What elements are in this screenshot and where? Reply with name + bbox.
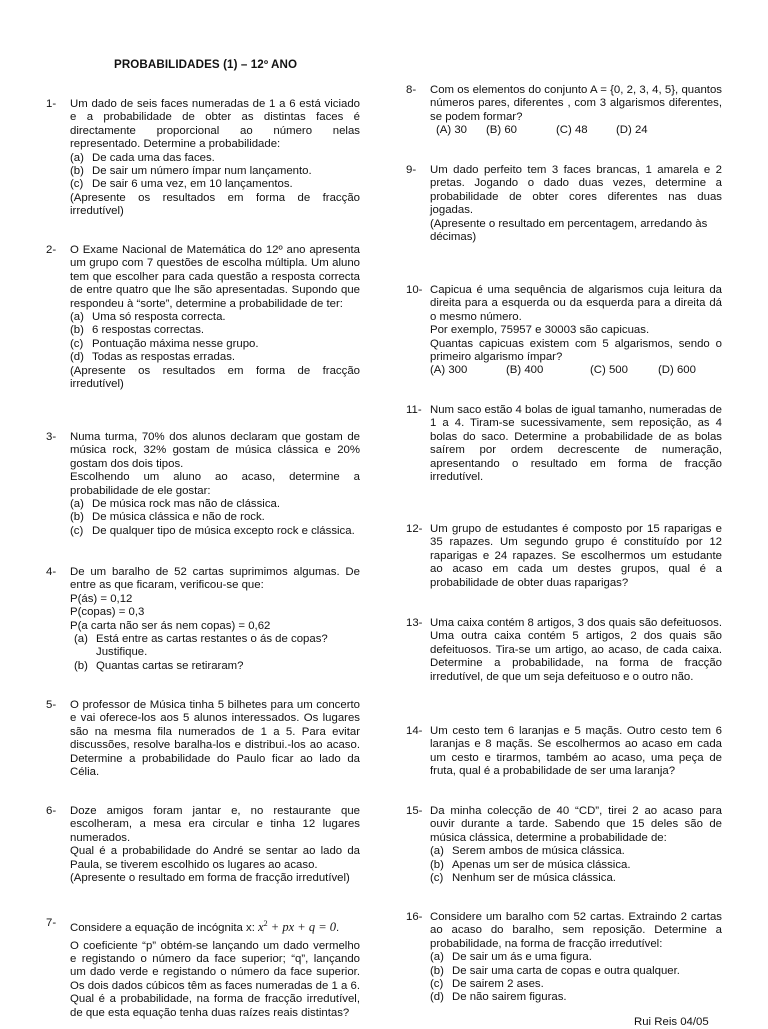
question-intro: Considere a equação de incógnita x: $x^2$ + px + q = 0. <box>70 919 340 935</box>
question-number: 8- <box>406 84 417 96</box>
question-text: Doze amigos foram jantar e, no restaurante que escolheram, a mesa era circular e tinha 12 lugares numerados. <box>70 805 360 844</box>
item-c: (c) De qualquer tipo de música excepto rock e clássica. <box>70 524 355 537</box>
question-text: De um baralho de 52 cartas suprimimos algumas. De entre as que ficaram, verificou-se que: <box>70 566 360 592</box>
question-16 <box>406 911 722 1005</box>
question-number: 7- <box>46 917 57 929</box>
answer-note: (Apresente os resultados em forma de fracção irredutível) <box>70 364 360 391</box>
item-b: (b) De música clássica e não de rock. <box>70 511 265 524</box>
item-b: (b) De sair uma carta de copas e outra qualquer. <box>430 964 680 977</box>
item-a: (a) De cada uma das faces. <box>70 151 215 164</box>
option-b[interactable]: (B) 400 <box>506 364 544 377</box>
question-text: Com os elementos do conjunto A = {0, 2, 3, 4, 5}, quantos números pares, diferentes , com 3 algarismos diferentes, se podem formar? <box>430 84 722 123</box>
item-d: (d) De não sairem figuras. <box>430 991 567 1004</box>
question-text: Um dado de seis faces numeradas de 1 a 6 está viciado e a probabilidade de obter as distintas faces é directamente proporcional ao número nelas representado. Determine a probabilidade: <box>70 98 360 151</box>
probability-line: P(copas) = 0,3 <box>70 606 145 619</box>
item-c: (c) Pontuação máxima nesse grupo. <box>70 337 259 350</box>
answer-note: (Apresente os resultados em forma de fracção irredutível) <box>70 191 360 218</box>
question-number: 14- <box>406 725 423 737</box>
question-example: Por exemplo, 75957 e 30003 são capicuas. <box>430 324 650 337</box>
question-7 <box>46 917 360 1020</box>
question-text: Num saco estão 4 bolas de igual tamanho, numeradas de 1 a 4. Tiram-se sucessivamente, sem reposição, as 4 bolas do saco. Determine a probabilidade de as bolas saírem por ordem decrescente de numeração, apresentando o resultado em forma de fracção irredutível. <box>430 404 722 484</box>
item-b: (b) 6 respostas correctas. <box>70 324 205 337</box>
question-number: 9- <box>406 164 417 176</box>
footer-author: Rui Reis 04/05 <box>634 1016 709 1028</box>
item-a: (a) De música rock mas não de clássica. <box>70 498 281 511</box>
option-d[interactable]: (D) 600 <box>658 364 696 377</box>
answer-options <box>436 124 722 137</box>
page-title: PROBABILIDADES (1) – 12º ANO <box>114 58 298 71</box>
question-1 <box>46 98 360 219</box>
item-b: (b) Apenas um ser de música clássica. <box>430 858 631 871</box>
question-text: Um dado perfeito tem 3 faces brancas, 1 amarela e 2 pretas. Jogando o dado duas vezes, determine a probabilidade de obter cores diferentes nas duas jogadas. <box>430 164 722 217</box>
question-2 <box>46 244 360 391</box>
item-a: (a) Serem ambos de música clássica. <box>430 845 625 858</box>
option-d[interactable]: (D) 24 <box>616 124 648 137</box>
question-text-2: Escolhendo um aluno ao acaso, determine a probabilidade de ele gostar: <box>70 471 360 497</box>
item-a: (a) Está entre as cartas restantes o ás de copas? Justifique. <box>74 633 328 659</box>
probability-line: P(ás) = 0,12 <box>70 592 133 605</box>
question-12 <box>406 523 722 590</box>
question-text: Da minha colecção de 40 “CD”, tirei 2 ao acaso para ouvir durante a tarde. Sabendo que 15 deles são de música clássica, determine a probabilidade de: <box>430 805 722 844</box>
item-b: (b) Quantas cartas se retiraram? <box>74 659 244 672</box>
question-4 <box>46 566 360 673</box>
question-5 <box>46 699 360 779</box>
question-number: 2- <box>46 244 57 256</box>
question-number: 15- <box>406 805 423 817</box>
question-text: Um cesto tem 6 laranjas e 5 maçãs. Outro cesto tem 6 laranjas e 8 maçãs. Se escolhermos ao acaso em cada um cesto e tirarmos, também ao acaso, uma peça de fruta, qual é a probabilidade de ser uma laranja? <box>430 725 722 778</box>
question-text: Numa turma, 70% dos alunos declaram que gostam de música rock, 32% gostam de música clássica e 20% gostam dos dois tipos. <box>70 431 360 470</box>
question-number: 5- <box>46 699 57 711</box>
question-3 <box>46 431 360 538</box>
question-text-2: Qual é a probabilidade do André se sentar ao lado da Paula, se tiverem escolhido os lugares ao acaso. <box>70 845 360 871</box>
item-c: (c) De sair 6 uma vez, em 10 lançamentos. <box>70 178 293 191</box>
question-number: 3- <box>46 431 57 443</box>
equation: $x^2$ + px + q = 0 <box>258 919 337 935</box>
answer-note: (Apresente o resultado em percentagem, arredando às décimas) <box>430 217 708 244</box>
question-10 <box>406 284 722 378</box>
option-a[interactable]: (A) 300 <box>430 364 468 377</box>
question-13 <box>406 617 722 684</box>
question-number: 13- <box>406 617 423 629</box>
question-9 <box>406 164 722 244</box>
question-text: Capicua é uma sequência de algarismos cuja leitura da direita para a esquerda ou da esquerda para a direita dá o mesmo número. <box>430 284 722 323</box>
question-number: 1- <box>46 98 57 110</box>
question-11 <box>406 404 722 484</box>
question-text: O professor de Música tinha 5 bilhetes para um concerto e vai oferece-los aos 5 alunos interessados. Os lugares são na mesma fila numerados de 1 a 5. Para evitar discussões, resolve baralha-los e distribui.-los ao acaso. Determine a probabilidade do Paulo ficar ao lado da Célia. <box>70 699 360 779</box>
option-a[interactable]: (A) 30 <box>436 124 468 137</box>
question-number: 12- <box>406 523 423 535</box>
option-c[interactable]: (C) 48 <box>556 124 588 137</box>
question-14 <box>406 725 722 779</box>
question-text: Considere um baralho com 52 cartas. Extraindo 2 cartas ao acaso do baralho, sem reposição. Determine a probabilidade, na forma de fracção irredutível: <box>430 911 722 950</box>
option-b[interactable]: (B) 60 <box>486 124 518 137</box>
question-text: O coeficiente “p” obtém-se lançando um dado vermelho e registando o número da face superior; “q”, lançando um dado verde e registando o número da face superior. Os dois dados cúbicos têm as faces numeradas de 1 a 6. Qual é a probabilidade, na forma de fracção irredutível, de que esta equação tenha duas raízes reais distintas? <box>70 939 360 1019</box>
question-8 <box>406 84 722 138</box>
question-number: 4- <box>46 566 57 578</box>
question-text: Um grupo de estudantes é composto por 15 raparigas e 35 rapazes. Um segundo grupo é constituído por 12 raparigas e 24 rapazes. Se escolhermos um estudante ao acaso em cada um destes grupos, qual é a probabilidade de obter duas raparigas? <box>430 523 722 589</box>
question-number: 16- <box>406 911 423 923</box>
item-c: (c) Nenhum ser de música clássica. <box>430 872 616 885</box>
question-number: 10- <box>406 284 423 296</box>
question-text-2: Quantas capicuas existem com 5 algarismos, sendo o primeiro algarismo ímpar? <box>430 337 722 364</box>
option-c[interactable]: (C) 500 <box>590 364 628 377</box>
item-a: (a) De sair um ás e uma figura. <box>430 951 592 964</box>
item-d: (d) Todas as respostas erradas. <box>70 351 236 364</box>
item-a: (a) Uma só resposta correcta. <box>70 311 226 324</box>
item-b: (b) De sair um número ímpar num lançamento. <box>70 165 312 178</box>
question-number: 6- <box>46 805 57 817</box>
question-text: O Exame Nacional de Matemática do 12º ano apresenta um grupo com 7 questões de escolha múltipla. Um aluno tem que escolher para cada questão a resposta correcta de entre quatro que lhe são apresentadas. Supondo que respondeu à “sorte”, determine a probabilidade de ter: <box>70 244 360 310</box>
item-c: (c) De sairem 2 ases. <box>430 978 544 991</box>
probability-line: P(a carta não ser ás nem copas) = 0,62 <box>70 619 271 632</box>
question-number: 11- <box>406 404 422 416</box>
question-6 <box>46 805 360 885</box>
answer-note: (Apresente o resultado em forma de fracção irredutível) <box>70 872 350 885</box>
question-text: Uma caixa contém 8 artigos, 3 dos quais são defeituosos. Uma outra caixa contém 5 artigos, 2 dos quais são defeituosos. Tira-se um artigo, ao acaso, de cada caixa. Determine a probabilidade, na forma de fracção irredutível, de que um seja defeituoso e o outro não. <box>430 617 722 683</box>
answer-options <box>430 364 722 377</box>
question-15 <box>406 805 722 885</box>
